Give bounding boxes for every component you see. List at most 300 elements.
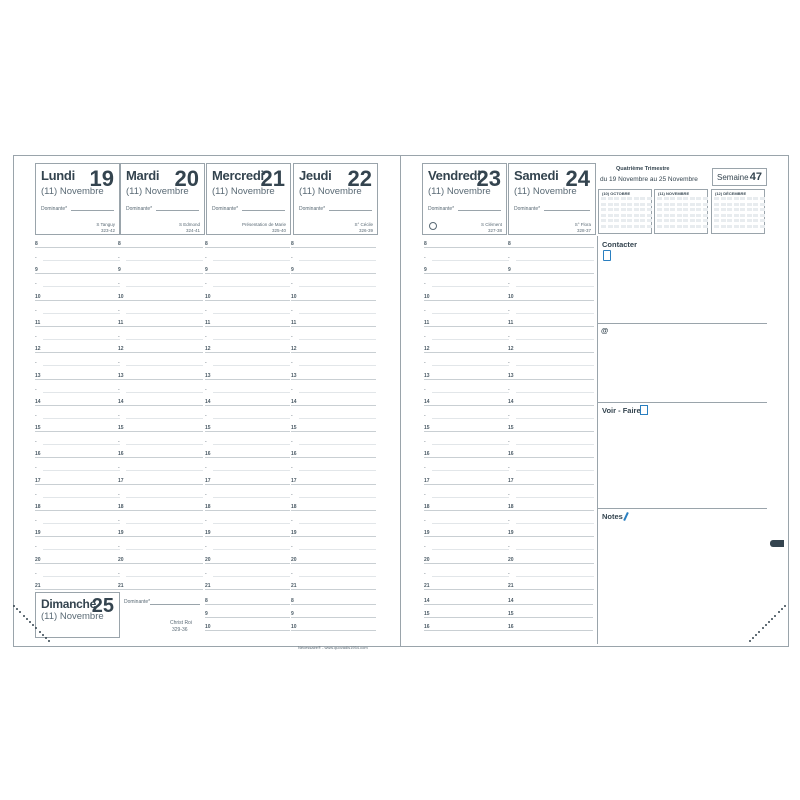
mini-cell	[614, 203, 619, 206]
half-hour-line	[126, 365, 203, 366]
half-hour-dash: -	[118, 255, 120, 261]
email-icon: @	[601, 326, 609, 335]
mini-cell	[753, 197, 758, 200]
mini-cell	[703, 214, 708, 217]
hour-label: 13	[35, 372, 41, 379]
half-hour-dash: -	[291, 439, 293, 446]
hour-label: 11	[291, 319, 297, 326]
hour-line	[205, 273, 290, 274]
hour-label: 12	[291, 346, 297, 353]
hour-line	[118, 536, 203, 537]
half-hour-line	[213, 313, 290, 314]
mini-cell	[677, 197, 682, 200]
mini-cell	[690, 208, 695, 211]
mini-cell	[760, 208, 765, 211]
perforation-dot	[29, 621, 31, 623]
dominante-line	[71, 210, 114, 211]
mini-cell	[601, 225, 606, 228]
day-header-box	[508, 163, 596, 235]
hour-line	[205, 326, 290, 327]
hour-label: 11	[205, 319, 211, 326]
hour-line	[291, 457, 376, 458]
hour-label: 11	[118, 319, 124, 326]
half-hour-dash: -	[35, 439, 37, 446]
mini-cell	[734, 197, 739, 200]
dominante-label: Dominante*	[514, 206, 541, 212]
mini-calendar	[711, 189, 765, 234]
mini-cell	[696, 214, 701, 217]
hour-line	[291, 630, 376, 631]
mini-calendar	[654, 189, 708, 234]
hour-label: 20	[291, 556, 297, 563]
saint-name: S Tanguy	[96, 222, 115, 227]
day-name: Vendredi	[428, 168, 481, 183]
hour-label: 16	[424, 451, 430, 458]
hour-label: 14	[35, 398, 41, 405]
half-hour-dash: -	[35, 491, 37, 498]
half-hour-line	[213, 260, 290, 261]
hour-line	[424, 563, 509, 564]
half-hour-line	[299, 365, 376, 366]
mini-cell	[614, 208, 619, 211]
hour-label: 17	[205, 477, 211, 484]
hour-label: 21	[118, 582, 124, 589]
hour-line	[205, 300, 290, 301]
half-hour-dash: -	[118, 307, 120, 314]
half-hour-dash: -	[424, 255, 426, 261]
half-hour-line	[213, 339, 290, 340]
half-hour-line	[516, 313, 594, 314]
hour-label: 18	[508, 504, 514, 510]
hour-label: 12	[205, 346, 211, 353]
hour-line	[205, 589, 290, 590]
mini-month-title: (12) DÉCEMBRE	[715, 191, 747, 196]
hour-line	[35, 563, 120, 564]
hour-line	[35, 431, 120, 432]
hour-label: 18	[424, 504, 430, 510]
mini-cell	[714, 208, 719, 211]
section-divider	[597, 508, 767, 509]
half-hour-dash: -	[291, 333, 293, 340]
half-hour-dash: -	[508, 360, 510, 367]
mini-cell	[601, 219, 606, 222]
mini-cell	[683, 203, 688, 206]
half-hour-dash: -	[205, 281, 207, 288]
hour-label: 16	[424, 624, 430, 630]
half-hour-dash: -	[35, 333, 37, 340]
mini-cell	[640, 208, 645, 211]
half-hour-line	[299, 286, 376, 287]
hour-label: 14	[205, 398, 211, 405]
mini-cell	[647, 219, 652, 222]
section-divider	[597, 402, 767, 403]
half-hour-line	[43, 418, 120, 419]
sunday-box	[35, 592, 120, 638]
day-header-box	[422, 163, 507, 235]
hour-line	[424, 536, 509, 537]
hour-line	[424, 247, 509, 248]
phone-icon	[603, 250, 611, 261]
perforation-dot	[45, 637, 47, 639]
mini-cell	[721, 208, 726, 211]
half-hour-line	[432, 260, 509, 261]
hour-line	[118, 457, 203, 458]
hour-line	[291, 352, 376, 353]
mini-cell	[601, 208, 606, 211]
mini-cell	[683, 214, 688, 217]
hour-line	[508, 617, 593, 618]
half-hour-dash: -	[205, 570, 207, 577]
half-hour-line	[432, 549, 509, 550]
mini-cell	[608, 203, 613, 206]
mini-cell	[608, 208, 613, 211]
mini-cell	[664, 208, 669, 211]
mini-cell	[734, 225, 739, 228]
half-hour-line	[516, 576, 594, 577]
hour-line	[508, 379, 594, 380]
dominante-label: Dominante*	[41, 206, 68, 212]
half-hour-dash: -	[205, 333, 207, 340]
hour-line	[118, 431, 203, 432]
mini-cell	[664, 225, 669, 228]
hour-label: 12	[35, 346, 41, 353]
hour-line	[118, 589, 203, 590]
half-hour-line	[516, 260, 594, 261]
half-hour-line	[213, 523, 290, 524]
half-hour-dash: -	[424, 439, 426, 446]
half-hour-dash: -	[118, 570, 120, 577]
half-hour-dash: -	[291, 544, 293, 551]
hour-line	[205, 604, 290, 605]
dominante-label: Dominante*	[124, 599, 151, 605]
hour-label: 16	[118, 451, 124, 458]
hour-label: 10	[424, 293, 430, 300]
week-box	[712, 168, 767, 186]
half-hour-dash: -	[424, 386, 426, 393]
hour-line	[118, 484, 203, 485]
hour-label: 10	[205, 624, 211, 630]
half-hour-line	[43, 576, 120, 577]
mini-cell	[727, 225, 732, 228]
hour-line	[291, 300, 376, 301]
perforation-dot	[784, 605, 786, 607]
hour-line	[118, 326, 203, 327]
half-hour-line	[516, 339, 594, 340]
mini-cell	[640, 214, 645, 217]
mini-cell	[714, 225, 719, 228]
hour-line	[508, 589, 594, 590]
half-hour-dash: -	[508, 412, 510, 419]
hour-line	[424, 589, 509, 590]
half-hour-line	[213, 286, 290, 287]
hour-line	[424, 326, 509, 327]
half-hour-line	[43, 549, 120, 550]
saint-of-day	[354, 222, 373, 233]
mini-cell	[714, 203, 719, 206]
hour-label: 19	[35, 530, 41, 537]
saint-of-day	[96, 222, 115, 233]
day-month: (11) Novembre	[428, 186, 491, 197]
hour-label: 16	[508, 451, 514, 458]
mini-cell	[601, 203, 606, 206]
hour-line	[291, 589, 376, 590]
hour-label: 8	[291, 241, 294, 247]
half-hour-line	[299, 523, 376, 524]
mini-cell	[690, 203, 695, 206]
half-hour-dash: -	[424, 491, 426, 498]
half-hour-line	[43, 339, 120, 340]
hour-line	[118, 563, 203, 564]
hour-line	[205, 457, 290, 458]
hour-line	[508, 326, 594, 327]
mini-cell	[740, 225, 745, 228]
hour-label: 16	[291, 451, 297, 458]
mini-cell	[634, 214, 639, 217]
mini-cell	[627, 219, 632, 222]
hour-line	[424, 510, 509, 511]
hour-label: 12	[118, 346, 124, 353]
hour-label: 8	[424, 241, 427, 247]
mini-cell	[721, 214, 726, 217]
mini-cell	[703, 197, 708, 200]
mini-cell	[683, 208, 688, 211]
hour-label: 8	[205, 598, 208, 604]
mini-cell	[721, 203, 726, 206]
hour-line	[291, 484, 376, 485]
hour-line	[508, 484, 594, 485]
dominante-line	[329, 210, 372, 211]
half-hour-line	[43, 497, 120, 498]
hour-label: 10	[205, 293, 211, 300]
mini-cell	[627, 208, 632, 211]
half-hour-dash: -	[291, 465, 293, 472]
mini-cell	[747, 208, 752, 211]
half-hour-line	[299, 392, 376, 393]
half-hour-line	[432, 470, 509, 471]
mini-cell	[727, 208, 732, 211]
half-hour-line	[432, 365, 509, 366]
mini-cell	[703, 225, 708, 228]
half-hour-line	[299, 576, 376, 577]
half-hour-line	[299, 313, 376, 314]
mini-cell	[760, 203, 765, 206]
hour-line	[424, 617, 509, 618]
hour-line	[291, 379, 376, 380]
footer-text: Nécessaire® - www.quovadis1954.com	[298, 645, 368, 650]
mini-cell	[621, 203, 626, 206]
hour-label: 21	[291, 582, 297, 589]
half-hour-dash: -	[508, 386, 510, 393]
hour-line	[205, 563, 290, 564]
half-hour-dash: -	[118, 439, 120, 446]
mini-cell	[608, 197, 613, 200]
hour-line	[291, 604, 376, 605]
hour-line	[118, 247, 203, 248]
panel-left-border	[597, 236, 598, 644]
dominante-line	[156, 210, 199, 211]
hour-line	[508, 300, 594, 301]
mini-cell	[714, 197, 719, 200]
half-hour-line	[126, 418, 203, 419]
perforation-dot	[42, 634, 44, 636]
half-hour-dash: -	[508, 307, 510, 314]
half-hour-dash: -	[35, 412, 37, 419]
day-month: (11) Novembre	[41, 186, 104, 197]
day-code: 327-38	[487, 227, 502, 233]
mini-cell	[601, 214, 606, 217]
half-hour-line	[43, 523, 120, 524]
half-hour-dash: -	[205, 465, 207, 472]
half-hour-dash: -	[205, 307, 207, 314]
hour-label: 13	[118, 372, 124, 379]
hour-label: 10	[35, 293, 41, 300]
mini-cell	[760, 214, 765, 217]
hour-label: 8	[508, 241, 511, 247]
half-hour-line	[126, 260, 203, 261]
hour-label: 14	[424, 598, 430, 604]
hour-label: 16	[35, 451, 41, 458]
hour-line	[291, 326, 376, 327]
half-hour-dash: -	[35, 281, 37, 288]
saint-of-day	[179, 222, 200, 233]
date-range: du 19 Novembre au 25 Novembre	[600, 176, 698, 183]
hour-label: 12	[508, 346, 514, 353]
hour-line	[291, 273, 376, 274]
saint-name: S° Flora	[574, 222, 591, 227]
half-hour-line	[213, 549, 290, 550]
day-code: 324-41	[185, 227, 200, 233]
mini-cell	[727, 197, 732, 200]
day-month: (11) Novembre	[41, 611, 104, 622]
hour-label: 18	[35, 504, 41, 510]
half-hour-dash: -	[424, 412, 426, 419]
hour-line	[118, 405, 203, 406]
hour-label: 8	[291, 598, 294, 604]
hour-label: 16	[205, 451, 211, 458]
mini-cell	[703, 219, 708, 222]
mini-cell	[734, 208, 739, 211]
perforation-dot	[768, 621, 770, 623]
half-hour-dash: -	[205, 439, 207, 446]
hour-label: 21	[35, 582, 41, 589]
hour-line	[508, 510, 594, 511]
day-header-box	[293, 163, 378, 235]
half-hour-dash: -	[291, 307, 293, 314]
day-name: Mercredi	[212, 168, 264, 183]
half-hour-dash: -	[508, 570, 510, 577]
mini-cell	[634, 208, 639, 211]
mini-cell	[634, 219, 639, 222]
mini-cell	[657, 219, 662, 222]
hour-label: 20	[508, 556, 514, 563]
half-hour-line	[432, 286, 509, 287]
mini-cell	[664, 219, 669, 222]
mini-cell	[657, 197, 662, 200]
half-hour-line	[43, 313, 120, 314]
hour-line	[35, 273, 120, 274]
mini-cell	[696, 197, 701, 200]
hour-line	[424, 379, 509, 380]
half-hour-dash: -	[205, 491, 207, 498]
mini-cell	[647, 214, 652, 217]
hour-label: 13	[205, 372, 211, 379]
hour-label: 9	[35, 267, 38, 274]
hour-label: 18	[205, 504, 211, 510]
mini-cell	[614, 219, 619, 222]
hour-label: 8	[118, 241, 121, 247]
mini-cell	[683, 197, 688, 200]
hour-line	[35, 589, 120, 590]
moon-phase-icon	[429, 222, 437, 230]
mini-cell	[747, 225, 752, 228]
hour-line	[424, 405, 509, 406]
half-hour-line	[299, 444, 376, 445]
half-hour-dash: -	[424, 360, 426, 367]
mini-cell	[657, 225, 662, 228]
half-hour-line	[516, 549, 594, 550]
half-hour-line	[516, 365, 594, 366]
half-hour-line	[432, 418, 509, 419]
half-hour-dash: -	[205, 544, 207, 551]
half-hour-line	[432, 444, 509, 445]
mini-cell	[760, 197, 765, 200]
hour-line	[35, 300, 120, 301]
mini-cell	[640, 203, 645, 206]
hour-line	[508, 247, 594, 248]
half-hour-dash: -	[508, 439, 510, 446]
half-hour-line	[126, 286, 203, 287]
mini-cell	[747, 219, 752, 222]
hour-label: 12	[424, 346, 430, 353]
half-hour-line	[213, 365, 290, 366]
mini-cell	[760, 219, 765, 222]
dominante-line	[150, 604, 200, 605]
hour-line	[205, 431, 290, 432]
mini-cell	[621, 214, 626, 217]
hour-line	[35, 352, 120, 353]
half-hour-dash: -	[291, 255, 293, 261]
mini-cell	[614, 225, 619, 228]
mini-cell	[627, 225, 632, 228]
hour-label: 15	[508, 611, 514, 617]
hour-line	[118, 510, 203, 511]
hour-label: 20	[35, 556, 41, 563]
mini-cell	[657, 208, 662, 211]
hour-label: 10	[291, 293, 297, 300]
mini-cell	[657, 214, 662, 217]
day-number: 22	[347, 166, 372, 191]
half-hour-dash: -	[35, 255, 37, 261]
hour-label: 15	[508, 425, 514, 432]
hour-line	[508, 273, 594, 274]
half-hour-line	[126, 470, 203, 471]
hour-label: 14	[118, 398, 124, 405]
day-number: 25	[91, 595, 114, 617]
mini-cell	[670, 203, 675, 206]
hour-line	[291, 617, 376, 618]
hour-line	[205, 247, 290, 248]
half-hour-dash: -	[118, 281, 120, 288]
half-hour-line	[299, 339, 376, 340]
half-hour-line	[43, 286, 120, 287]
half-hour-line	[516, 497, 594, 498]
mini-cell	[734, 214, 739, 217]
half-hour-dash: -	[508, 544, 510, 551]
day-name: Mardi	[126, 168, 160, 183]
hour-label: 13	[291, 372, 297, 379]
mini-cell	[608, 214, 613, 217]
half-hour-line	[432, 339, 509, 340]
